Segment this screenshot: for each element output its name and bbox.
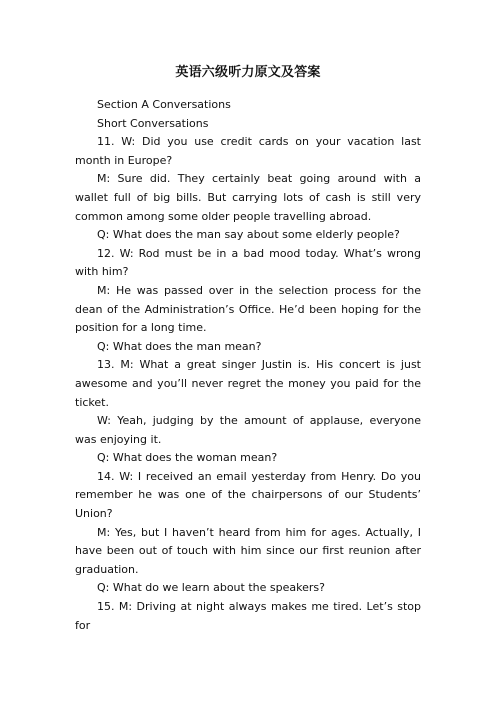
paragraph: M: He was passed over in the selection process for the dean of the Administration’s Office. He’d been hoping for the position for a long time.: [75, 283, 421, 335]
paragraph: M: Yes, but I haven’t heard from him for ages. Actually, I have been out of touch with him since our first reunion after graduation.: [75, 525, 421, 576]
paragraph: 15. M: Driving at night always makes me tired. Let’s stop for: [75, 600, 421, 632]
paragraph: Q: What does the woman mean?: [97, 451, 278, 465]
paragraph: 12. W: Rod must be in a bad mood today. What’s wrong with him?: [75, 246, 421, 279]
paragraph: 14. W: I received an email yesterday from Henry. Do you remember he was one of the chairpersons of our Students’ Union?: [75, 469, 421, 521]
document-title: 英语六级听力原文及答案: [175, 65, 321, 80]
paragraph: 13. M: What a great singer Justin is. His concert is just awesome and you’ll never regret the money you paid for the ticket.: [75, 358, 421, 409]
paragraph: Q: What does the man say about some elderly people?: [97, 228, 400, 242]
paragraph: Q: What does the man mean?: [97, 339, 262, 353]
document-body: [75, 96, 421, 635]
paragraph: M: Sure did. They certainly beat going around with a wallet full of big bills. But carrying lots of cash is still very common among some older people travelling abroad.: [75, 172, 421, 223]
paragraph: 11. W: Did you use credit cards on your vacation last month in Europe?: [75, 135, 421, 167]
section-heading: Section A Conversations: [97, 98, 231, 111]
document-page: [75, 0, 421, 635]
subsection-heading: Short Conversations: [97, 116, 209, 130]
paragraph: Q: What do we learn about the speakers?: [97, 581, 325, 595]
paragraph: W: Yeah, judging by the amount of applause, everyone was enjoying it.: [75, 414, 421, 446]
